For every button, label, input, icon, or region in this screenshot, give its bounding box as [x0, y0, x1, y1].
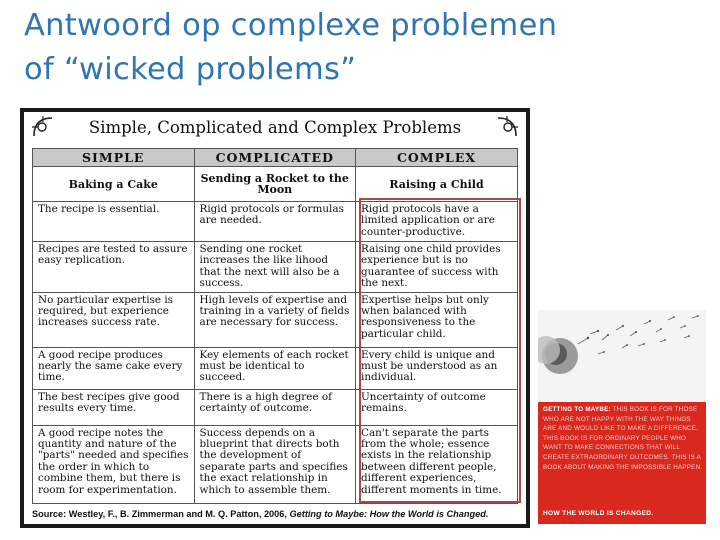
slide-title-line-1: Antwoord op complexe problemen: [24, 8, 558, 43]
table-row: [33, 242, 518, 293]
dandelion-image: [538, 310, 706, 402]
book-red-band: [538, 402, 706, 524]
cell-complicated: Key elements of each rocket must be identical to succeed.: [194, 347, 356, 389]
table-row: [33, 425, 518, 503]
example-complex: Raising a Child: [356, 167, 518, 202]
cell-complicated: Success depends on a blueprint that directs both the development of separate parts and specifies the exact relationship in which to assemble them.: [194, 425, 356, 503]
cell-complex: Can't separate the parts from the whole; essence exists in the relationship between different people, different experiences, different moments in time.: [356, 425, 518, 503]
figure-panel: [24, 112, 526, 524]
example-row: [33, 167, 518, 202]
cell-complex: Every child is unique and must be understood as an individual.: [356, 347, 518, 389]
blurb-lead: GETTING TO MAYBE:: [543, 406, 611, 413]
source-citation: [32, 506, 518, 522]
cell-complex: Rigid protocols have a limited application or are counter-productive.: [356, 202, 518, 242]
source-title: Getting to Maybe: How the World is Changed.: [289, 509, 489, 519]
cell-simple: No particular expertise is required, but experience increases success rate.: [33, 292, 195, 347]
problems-table-figure: [20, 108, 530, 528]
slide-title-line-2: of “wicked problems”: [24, 52, 357, 87]
cell-simple: The best recipes give good results every time.: [33, 389, 195, 425]
cell-complicated: Rigid protocols or formulas are needed.: [194, 202, 356, 242]
cell-complex: Uncertainty of outcome remains.: [356, 389, 518, 425]
cell-complicated: Sending one rocket increases the like lihood that the next will also be a success.: [194, 242, 356, 293]
cell-complex: Raising one child provides experience but is no guarantee of success with the next.: [356, 242, 518, 293]
header-complicated: COMPLICATED: [194, 149, 356, 167]
cell-complicated: High levels of expertise and training in a variety of fields are necessary for success.: [194, 292, 356, 347]
source-prefix: Source: Westley, F., B. Zimmerman and M. Q. Patton, 2006,: [32, 509, 287, 519]
ornament-right-icon: [494, 114, 520, 140]
table-header-row: [33, 149, 518, 167]
example-simple: Baking a Cake: [33, 167, 195, 202]
figure-title: Simple, Complicated and Complex Problems: [88, 118, 462, 137]
cell-simple: Recipes are tested to assure easy replication.: [33, 242, 195, 293]
book-cover: [538, 310, 706, 524]
slide-title: [24, 4, 704, 92]
table-row: [33, 389, 518, 425]
table-row: [33, 347, 518, 389]
book-tagline: HOW THE WORLD IS CHANGED.: [543, 510, 654, 517]
table-row: [33, 202, 518, 242]
cell-simple: A good recipe notes the quantity and nature of the "parts" needed and specifies the order in which to combine them, but there is room for experimentation.: [33, 425, 195, 503]
book-blurb: [543, 405, 703, 472]
header-simple: SIMPLE: [33, 149, 195, 167]
cell-simple: A good recipe produces nearly the same cake every time.: [33, 347, 195, 389]
blurb-text: THIS BOOK IS FOR THOSE WHO ARE NOT HAPPY WITH THE WAY THINGS ARE AND WOULD LIKE TO MAKE A DIFFERENCE. THIS BOOK IS FOR ORDINARY PEOPLE WHO WANT TO MAKE CONNECTIONS THAT WILL CREATE EXTRAORDINARY OUTCOMES. THIS IS A BOOK ABOUT MAKING THE IMPOSSIBLE HAPPEN.: [543, 406, 703, 471]
table-row: [33, 292, 518, 347]
problems-table: [32, 148, 518, 504]
cell-simple: The recipe is essential.: [33, 202, 195, 242]
cell-complex: Expertise helps but only when balanced with responsiveness to the particular child.: [356, 292, 518, 347]
example-complicated: Sending a Rocket to the Moon: [194, 167, 356, 202]
header-complex: COMPLEX: [356, 149, 518, 167]
cell-complicated: There is a high degree of certainty of outcome.: [194, 389, 356, 425]
